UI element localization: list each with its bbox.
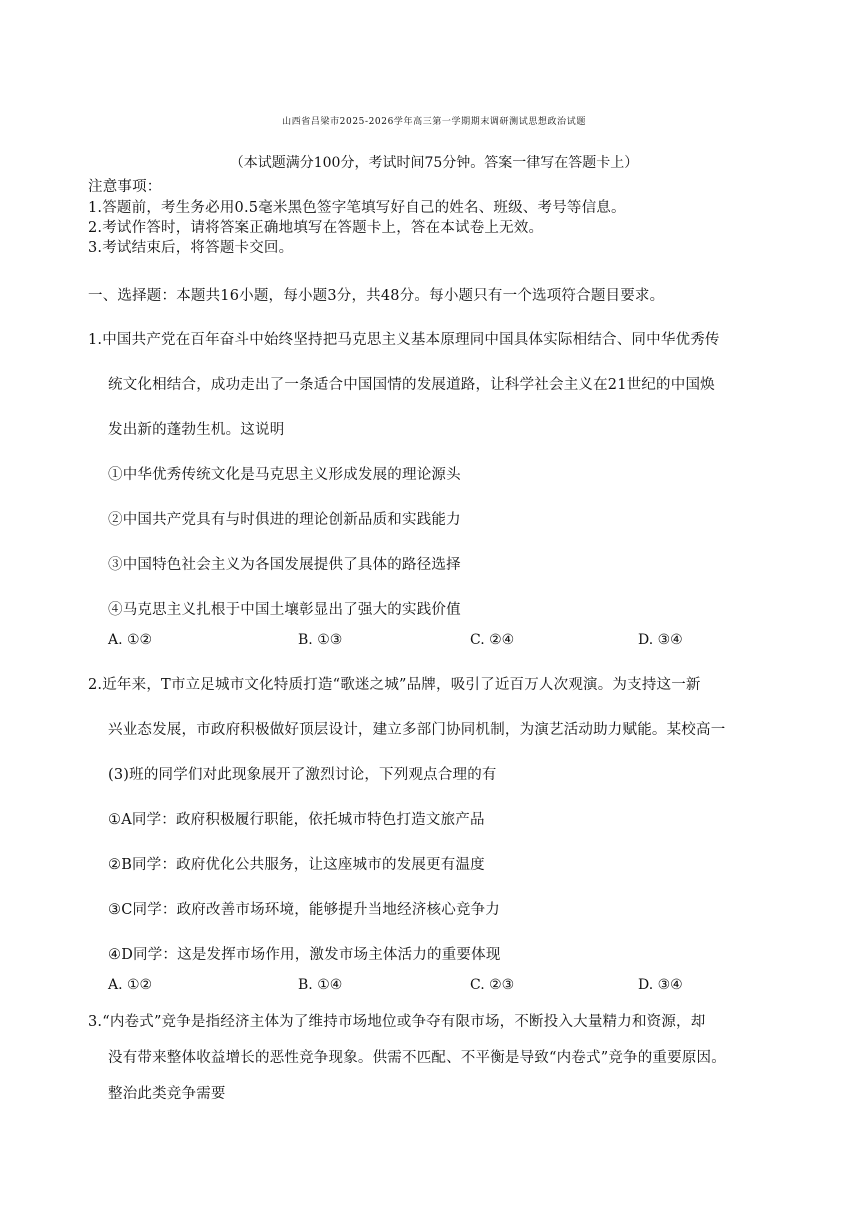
question-3-stem: 整治此类竞争需要 [108,1086,226,1102]
question-2-stem: (3)班的同学们对此现象展开了激烈讨论，下列观点合理的有 [108,767,497,783]
question-3-stem: 3.“内卷式”竞争是指经济主体为了维持市场地位或争夺有限市场，不断投入大量精力和资源，却 [88,1014,706,1030]
question-1-options [108,630,728,650]
option-d: D. ③④ [638,977,683,993]
notice-item: 3.考试结束后，将答题卡交回。 [88,240,294,256]
question-1-stem: 发出新的蓬勃生机。这说明 [108,422,285,438]
notice-item: 2.考试作答时，请将答案正确地填写在答题卡上，答在本试卷上无效。 [88,220,544,236]
question-2-statement: ④D同学：这是发挥市场作用，激发市场主体活力的重要体现 [108,947,501,963]
option-c: C. ②④ [470,632,515,648]
question-1-statement: ④马克思主义扎根于中国土壤彰显出了强大的实践价值 [108,602,461,618]
section-heading: 一、选择题：本题共16小题，每小题3分，共48分。每小题只有一个选项符合题目要求。 [88,288,665,304]
question-2-options [108,975,728,995]
question-1-statement: ③中国特色社会主义为各国发展提供了具体的路径选择 [108,557,461,573]
question-2-statement: ①A同学：政府积极履行职能，依托城市特色打造文旅产品 [108,812,485,828]
option-c: C. ②③ [470,977,515,993]
option-b: B. ①③ [298,632,343,648]
notice-item: 1.答题前，考生务必用0.5毫米黑色签字笔填写好自己的姓名、班级、考号等信息。 [88,200,626,216]
question-1-statement: ②中国共产党具有与时俱进的理论创新品质和实践能力 [108,512,461,528]
question-1-statement: ①中华优秀传统文化是马克思主义形成发展的理论源头 [108,467,461,483]
question-1-stem: 1.中国共产党在百年奋斗中始终坚持把马克思主义基本原理同中国具体实际相结合、同中华优秀传 [88,332,720,348]
question-2-stem: 兴业态发展，市政府积极做好顶层设计，建立多部门协同机制，为演艺活动助力赋能。某校高一 [108,722,726,738]
option-a: A. ①② [108,632,153,648]
option-b: B. ①④ [298,977,343,993]
notice-heading: 注意事项： [88,179,162,195]
page-title: 山西省吕梁市2025-2026学年高三第一学期期末调研测试思想政治试题 [282,117,586,127]
option-a: A. ①② [108,977,153,993]
question-1-stem: 统文化相结合，成功走出了一条适合中国国情的发展道路，让科学社会主义在21世纪的中国焕 [108,377,715,393]
question-3-stem: 没有带来整体收益增长的恶性竞争现象。供需不匹配、不平衡是导致“内卷式”竞争的重要原因。 [108,1050,726,1066]
question-2-statement: ②B同学：政府优化公共服务，让这座城市的发展更有温度 [108,857,485,873]
question-2-statement: ③C同学：政府改善市场环境，能够提升当地经济核心竞争力 [108,902,500,918]
exam-instructions-subtitle: （本试题满分100分，考试时间75分钟。答案一律写在答题卡上） [229,155,639,171]
question-2-stem: 2.近年来，T市立足城市文化特质打造“歌迷之城”品牌，吸引了近百万人次观演。为支持这一新 [88,677,701,693]
option-d: D. ③④ [638,632,683,648]
